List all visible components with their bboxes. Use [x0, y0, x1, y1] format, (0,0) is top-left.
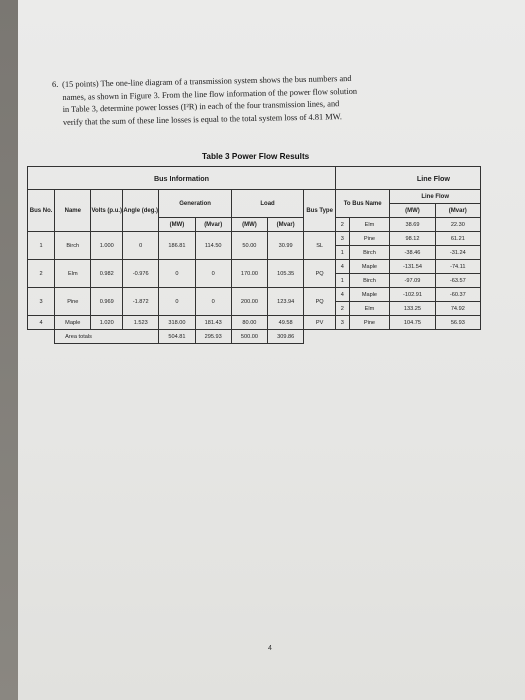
line-mvar: 22.30: [435, 218, 480, 232]
bus-gen-mvar: 114.50: [195, 232, 231, 260]
bus-angle: -0.976: [123, 260, 159, 288]
page-number: 4: [268, 645, 272, 652]
totals-label: Area totals: [55, 330, 159, 344]
header-name: Name: [55, 190, 91, 232]
bus-load-mw: 170.00: [231, 260, 267, 288]
bus-name: Elm: [55, 260, 91, 288]
line-to-name: Pine: [349, 316, 390, 330]
header-load: Load: [231, 190, 303, 218]
line-to-no: 2: [335, 302, 349, 316]
bus-type: PQ: [304, 260, 336, 288]
line-mvar: -63.57: [435, 274, 480, 288]
line-mw: 104.75: [390, 316, 435, 330]
line-to-no: 4: [335, 288, 349, 302]
power-flow-table: [27, 166, 481, 419]
question-text: [52, 73, 452, 129]
totals-gen-mw: 504.81: [159, 330, 195, 344]
line-to-name: Birch: [349, 274, 390, 288]
line-mvar: -74.11: [435, 260, 480, 274]
header-volts: Volts (p.u.): [91, 190, 123, 232]
bus-load-mvar: 105.35: [268, 260, 304, 288]
header-generation: Generation: [159, 190, 231, 218]
header-gen-mvar: (Mvar): [195, 218, 231, 232]
bus-no: 2: [28, 260, 55, 288]
bus-load-mvar: 123.94: [268, 288, 304, 316]
bus-gen-mw: 318.00: [159, 316, 195, 330]
bus-angle: -1.872: [123, 288, 159, 316]
question-line: verify that the sum of these line losses is equal to the total system loss of 4.81 MW.: [62, 111, 342, 127]
totals-gen-mvar: 295.93: [195, 330, 231, 344]
bus-gen-mw: 0: [159, 288, 195, 316]
bus-name: Birch: [55, 232, 91, 260]
line-to-no: 2: [335, 218, 349, 232]
header-angle: Angle (deg.): [123, 190, 159, 232]
line-to-name: Maple: [349, 288, 390, 302]
bus-type: PV: [304, 316, 336, 330]
header-lf-mw: (MW): [390, 204, 435, 218]
bus-information-title: Bus Information: [28, 167, 336, 190]
totals-load-mw: 500.00: [231, 330, 267, 344]
line-to-name: Birch: [349, 246, 390, 260]
line-mvar: -60.37: [435, 288, 480, 302]
line-to-name: Elm: [349, 302, 390, 316]
table-row-bus-1: [28, 232, 481, 246]
bus-gen-mw: 0: [159, 260, 195, 288]
bus-name: Pine: [55, 288, 91, 316]
line-to-no: 3: [335, 316, 349, 330]
line-mw: 38.69: [390, 218, 435, 232]
bus-load-mw: 200.00: [231, 288, 267, 316]
bus-no: 3: [28, 288, 55, 316]
bus-volts: 1.000: [91, 232, 123, 260]
line-mvar: 61.21: [435, 232, 480, 246]
line-flow-top-title: Line Flow: [335, 167, 480, 190]
line-mw: 133.25: [390, 302, 435, 316]
totals-load-mvar: 309.86: [268, 330, 304, 344]
question-line: names, as shown in Figure 3. From the line flow information of the power flow solution: [62, 86, 358, 102]
bus-load-mw: 50.00: [231, 232, 267, 260]
bus-load-mw: 80.00: [231, 316, 267, 330]
table-row-bus-2: [28, 260, 481, 274]
table-caption: Table 3 Power Flow Results: [202, 152, 310, 161]
line-to-no: 1: [335, 246, 349, 260]
bus-type: SL: [304, 232, 336, 260]
line-to-no: 4: [335, 260, 349, 274]
bus-no: 4: [28, 316, 55, 330]
table-row-totals: [28, 330, 481, 344]
header-to-bus-name: To Bus Name: [335, 190, 389, 218]
line-mvar: 74.92: [435, 302, 480, 316]
table-row-bus-4: [28, 316, 481, 330]
table-row-bus-3: [28, 288, 481, 302]
bus-volts: 1.020: [91, 316, 123, 330]
bus-gen-mw: 186.81: [159, 232, 195, 260]
bus-name: Maple: [55, 316, 91, 330]
bus-no: 1: [28, 232, 55, 260]
line-mw: -97.09: [390, 274, 435, 288]
question-line: (15 points) The one-line diagram of a transmission system shows the bus numbers and: [62, 73, 352, 89]
line-to-no: 3: [335, 232, 349, 246]
question-number: 6.: [52, 80, 59, 89]
line-mvar: -31.24: [435, 246, 480, 260]
line-to-no: 1: [335, 274, 349, 288]
line-to-name: Maple: [349, 260, 390, 274]
bus-gen-mvar: 181.43: [195, 316, 231, 330]
header-line-flow: Line Flow: [390, 190, 481, 204]
line-to-name: Pine: [349, 232, 390, 246]
header-bus-no: Bus No.: [28, 190, 55, 232]
line-mw: -131.54: [390, 260, 435, 274]
bus-volts: 0.982: [91, 260, 123, 288]
question-line: in Table 3, determine power losses (I²R) in each of the four transmission lines, and: [62, 99, 340, 114]
header-load-mvar: (Mvar): [268, 218, 304, 232]
bus-type: PQ: [304, 288, 336, 316]
header-load-mw: (MW): [231, 218, 267, 232]
line-mvar: 56.93: [435, 316, 480, 330]
header-bus-type: Bus Type: [304, 190, 336, 232]
line-mw: -38.46: [390, 246, 435, 260]
bus-gen-mvar: 0: [195, 288, 231, 316]
bus-angle: 0: [123, 232, 159, 260]
bus-volts: 0.969: [91, 288, 123, 316]
bus-load-mvar: 49.58: [268, 316, 304, 330]
line-to-name: Elm: [349, 218, 390, 232]
power-flow-table-wrapper: [27, 166, 481, 424]
header-lf-mvar: (Mvar): [435, 204, 480, 218]
bus-load-mvar: 30.99: [268, 232, 304, 260]
line-mw: -102.91: [390, 288, 435, 302]
header-gen-mw: (MW): [159, 218, 195, 232]
line-mw: 98.12: [390, 232, 435, 246]
bus-angle: 1.523: [123, 316, 159, 330]
bus-gen-mvar: 0: [195, 260, 231, 288]
